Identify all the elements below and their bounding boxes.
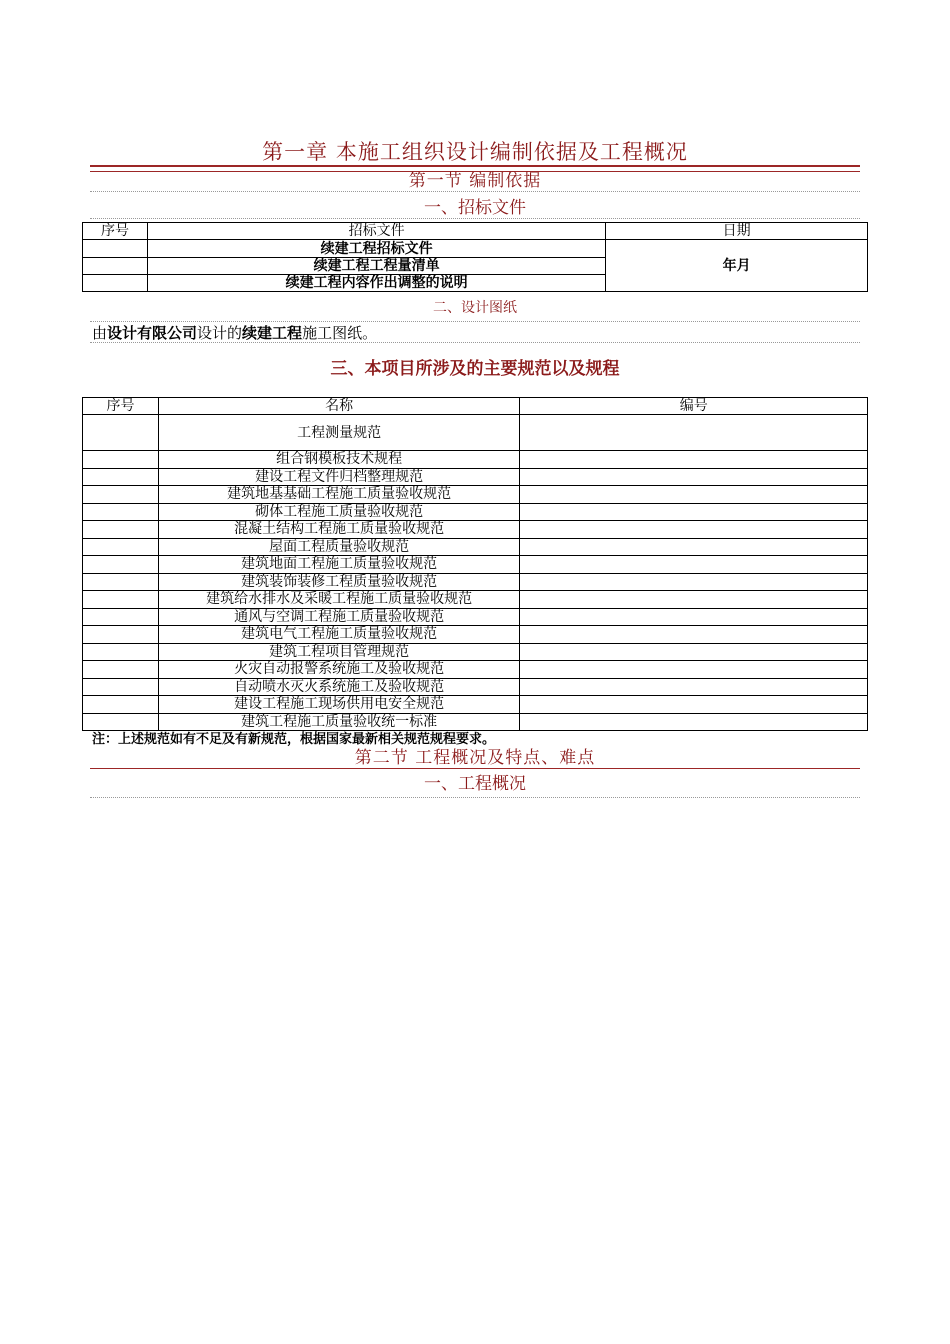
spec-code-cell <box>520 468 868 486</box>
project-overview-heading: 一、工程概况 <box>424 774 526 794</box>
drawings-mid: 设计的 <box>197 324 243 342</box>
spec-code-cell <box>520 713 868 731</box>
spec-index-cell <box>83 678 159 696</box>
section1-title: 第一节 编制依据 <box>408 171 542 191</box>
spec-index-cell <box>83 696 159 714</box>
chapter-title: 第一章 本施工组织设计编制依据及工程概况 <box>262 140 688 164</box>
spec-code-cell <box>520 661 868 679</box>
spec-name-cell: 建设工程文件归档整理规范 <box>158 468 520 486</box>
spec-code-cell <box>520 486 868 504</box>
spec-name-cell: 屋面工程质量验收规范 <box>158 538 520 556</box>
spec-code-cell <box>520 573 868 591</box>
spec-index-cell <box>83 573 159 591</box>
bid-docs-rule <box>90 218 860 219</box>
spec-name-cell: 自动喷水灭火系统施工及验收规范 <box>158 678 520 696</box>
design-company: 设计有限公司 <box>107 324 198 342</box>
bid-document-name: 续建工程工程量清单 <box>147 258 605 275</box>
bid-header-document: 招标文件 <box>147 223 605 240</box>
project-name: 续建工程 <box>242 324 303 342</box>
bid-index-cell <box>83 258 148 275</box>
bid-date-cell: 年月 <box>606 240 868 292</box>
bid-index-cell <box>83 240 148 258</box>
bid-docs-heading: 一、招标文件 <box>424 198 526 218</box>
drawings-heading: 二、设计图纸 <box>433 300 517 316</box>
spec-name-cell: 建设工程施工现场供用电安全规范 <box>158 696 520 714</box>
spec-code-cell <box>520 538 868 556</box>
bid-header-date: 日期 <box>606 223 868 240</box>
spec-index-cell <box>83 608 159 626</box>
section1-rule <box>90 191 860 192</box>
spec-header-code: 编号 <box>520 398 868 415</box>
spec-index-cell <box>83 661 159 679</box>
spec-index-cell <box>83 556 159 574</box>
specifications-table <box>82 397 868 731</box>
spec-code-cell <box>520 608 868 626</box>
drawings-prefix: 由 <box>92 324 108 342</box>
spec-name-cell: 混凝土结构工程施工质量验收规范 <box>158 521 520 539</box>
drawings-suffix: 施工图纸。 <box>302 324 378 342</box>
spec-name-cell: 通风与空调工程施工质量验收规范 <box>158 608 520 626</box>
specifications-note: 注：上述规范如有不足及有新规范，根据国家最新相关规范规程要求。 <box>92 732 496 747</box>
spec-header-index: 序号 <box>83 398 159 415</box>
bid-documents-table <box>82 222 868 292</box>
spec-code-cell <box>520 591 868 609</box>
spec-name-cell: 组合钢模板技术规程 <box>158 451 520 469</box>
spec-code-cell <box>520 643 868 661</box>
spec-code-cell <box>520 678 868 696</box>
bid-index-cell <box>83 275 148 292</box>
specs-heading: 三、本项目所涉及的主要规范以及规程 <box>330 359 620 379</box>
spec-code-cell <box>520 696 868 714</box>
spec-index-cell <box>83 626 159 644</box>
spec-code-cell <box>520 626 868 644</box>
drawings-paragraph <box>92 322 862 344</box>
spec-name-cell: 工程测量规范 <box>158 415 520 451</box>
spec-index-cell <box>83 591 159 609</box>
spec-name-cell: 建筑工程施工质量验收统一标准 <box>158 713 520 731</box>
spec-code-cell <box>520 415 868 451</box>
spec-code-cell <box>520 556 868 574</box>
spec-code-cell <box>520 451 868 469</box>
spec-index-cell <box>83 468 159 486</box>
spec-name-cell: 建筑地面工程施工质量验收规范 <box>158 556 520 574</box>
spec-index-cell <box>83 415 159 451</box>
spec-name-cell: 建筑工程项目管理规范 <box>158 643 520 661</box>
project-overview-rule <box>90 797 860 798</box>
spec-name-cell: 建筑给水排水及采暖工程施工质量验收规范 <box>158 591 520 609</box>
bid-document-name: 续建工程招标文件 <box>147 240 605 258</box>
spec-index-cell <box>83 451 159 469</box>
bid-document-name: 续建工程内容作出调整的说明 <box>147 275 605 292</box>
spec-name-cell: 建筑地基基础工程施工质量验收规范 <box>158 486 520 504</box>
spec-code-cell <box>520 521 868 539</box>
section2-rule <box>90 768 860 769</box>
bid-header-index: 序号 <box>83 223 148 240</box>
spec-index-cell <box>83 486 159 504</box>
section2-title: 第二节 工程概况及特点、难点 <box>354 748 596 768</box>
spec-code-cell <box>520 503 868 521</box>
spec-index-cell <box>83 521 159 539</box>
spec-name-cell: 火灾自动报警系统施工及验收规范 <box>158 661 520 679</box>
spec-index-cell <box>83 503 159 521</box>
spec-name-cell: 建筑装饰装修工程质量验收规范 <box>158 573 520 591</box>
spec-index-cell <box>83 538 159 556</box>
drawings-paragraph-rule <box>90 342 860 343</box>
spec-index-cell <box>83 713 159 731</box>
spec-header-name: 名称 <box>158 398 520 415</box>
spec-name-cell: 建筑电气工程施工质量验收规范 <box>158 626 520 644</box>
spec-name-cell: 砌体工程施工质量验收规范 <box>158 503 520 521</box>
spec-index-cell <box>83 643 159 661</box>
